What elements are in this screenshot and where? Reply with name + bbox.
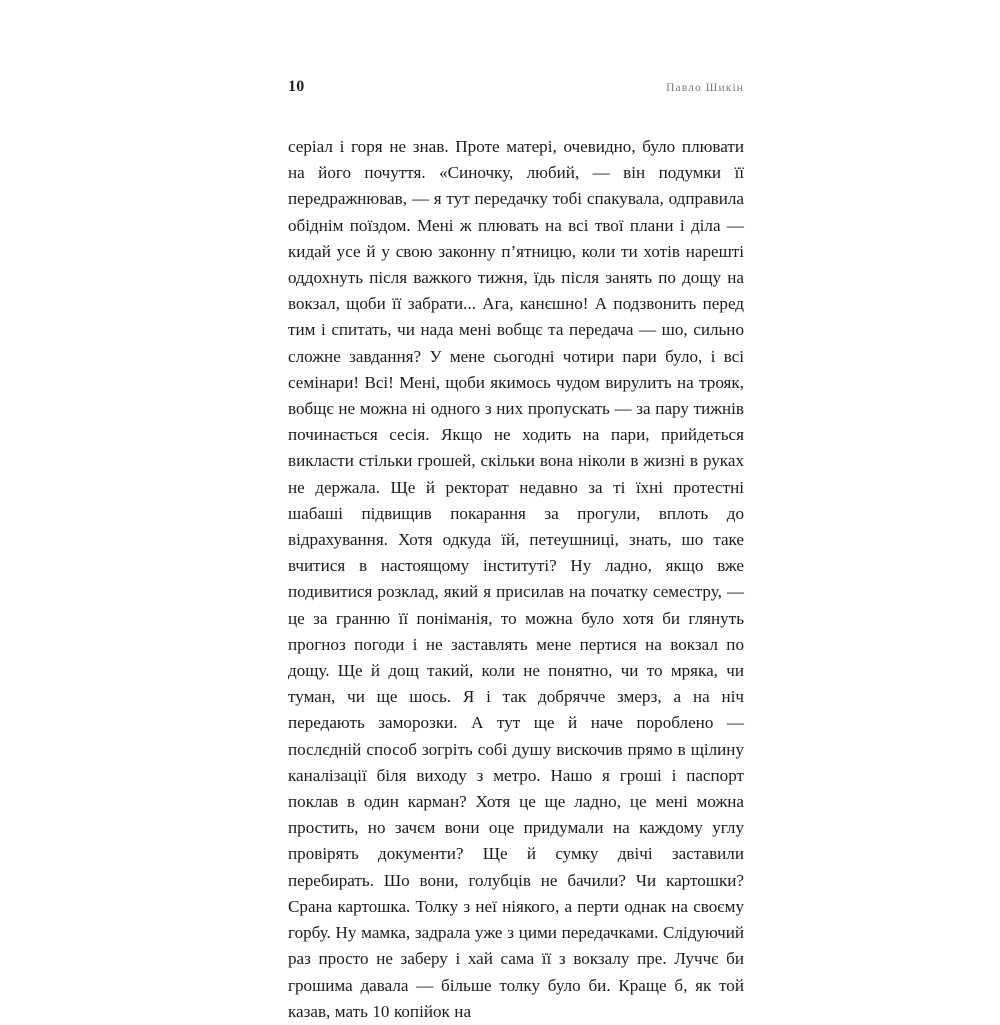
- running-head-author: Павло Шикін: [666, 82, 744, 94]
- page-number: 10: [288, 78, 305, 95]
- body-text: [288, 134, 744, 1025]
- page-content: [288, 78, 744, 1025]
- running-head: [288, 78, 744, 96]
- paragraph: серіал і горя не знав. Проте матері, очевидно, було плювати на його почуття. «Синочку, любий, — він подумки її передражнював, — я тут передачку тобі спакувала, одправила обіднім поїздом. Мені ж плювать на всі твої плани і діла — кидай усе й у свою законну п’ятницю, коли ти хотів нарешті оддохнуть після важкого тижня, їдь після занять по дощу на вокзал, щоби її забрати... Ага, канєшно! А подзвонить перед тим і спитать, чи нада мені вобщє та передача — шо, сильно сложне завдання? У мене сьогодні чотири пари було, і всі семінари! Всі! Мені, щоби якимось чудом вирулить на трояк, вобщє не можна ні одного з них пропускать — за пару тижнів починається сесія. Якщо не ходить на пари, прийдеться викласти стільки грошей, скільки вона ніколи в жизні в руках не держала. Ще й ректорат недавно за ті їхні протестні шабаші підвищив покарання за прогули, вплоть до відрахування. Хотя одкуда їй, петеушниці, знать, шо таке вчитися в настоящому інституті? Ну ладно, якщо вже подивитися розклад, який я присилав на початку семестру, — це за гранню її поніманія, то можна було хотя би глянуть прогноз погоди і не заставлять мене пертися на вокзал по дощу. Ще й дощ такий, коли не понятно, чи то мряка, чи туман, чи ще шось. Я і так добрячче змерз, а на ніч передають заморозки. А тут ще й наче пороблено — послєдній способ зогріть собі душу вискочив прямо в щілину каналізації біля виходу з метро. Нашо я гроші і паспорт поклав в один карман? Хотя це ще ладно, це мені можна простить, но зачєм вони оце придумали на каждому углу провірять документи? Ще й сумку двічі заставили перебирать. Шо вони, голубців не бачили? Чи картошки? Срана картошка. Толку з неї ніякого, а перти однак на своєму горбу. Ну мамка, задрала уже з цими передачками. Слідуючий раз просто не заберу і хай сама її з вокзалу пре. Луччє би грошима давала — більше толку було би. Краще б, як той казав, мать 10 копійок на: [288, 137, 744, 1021]
